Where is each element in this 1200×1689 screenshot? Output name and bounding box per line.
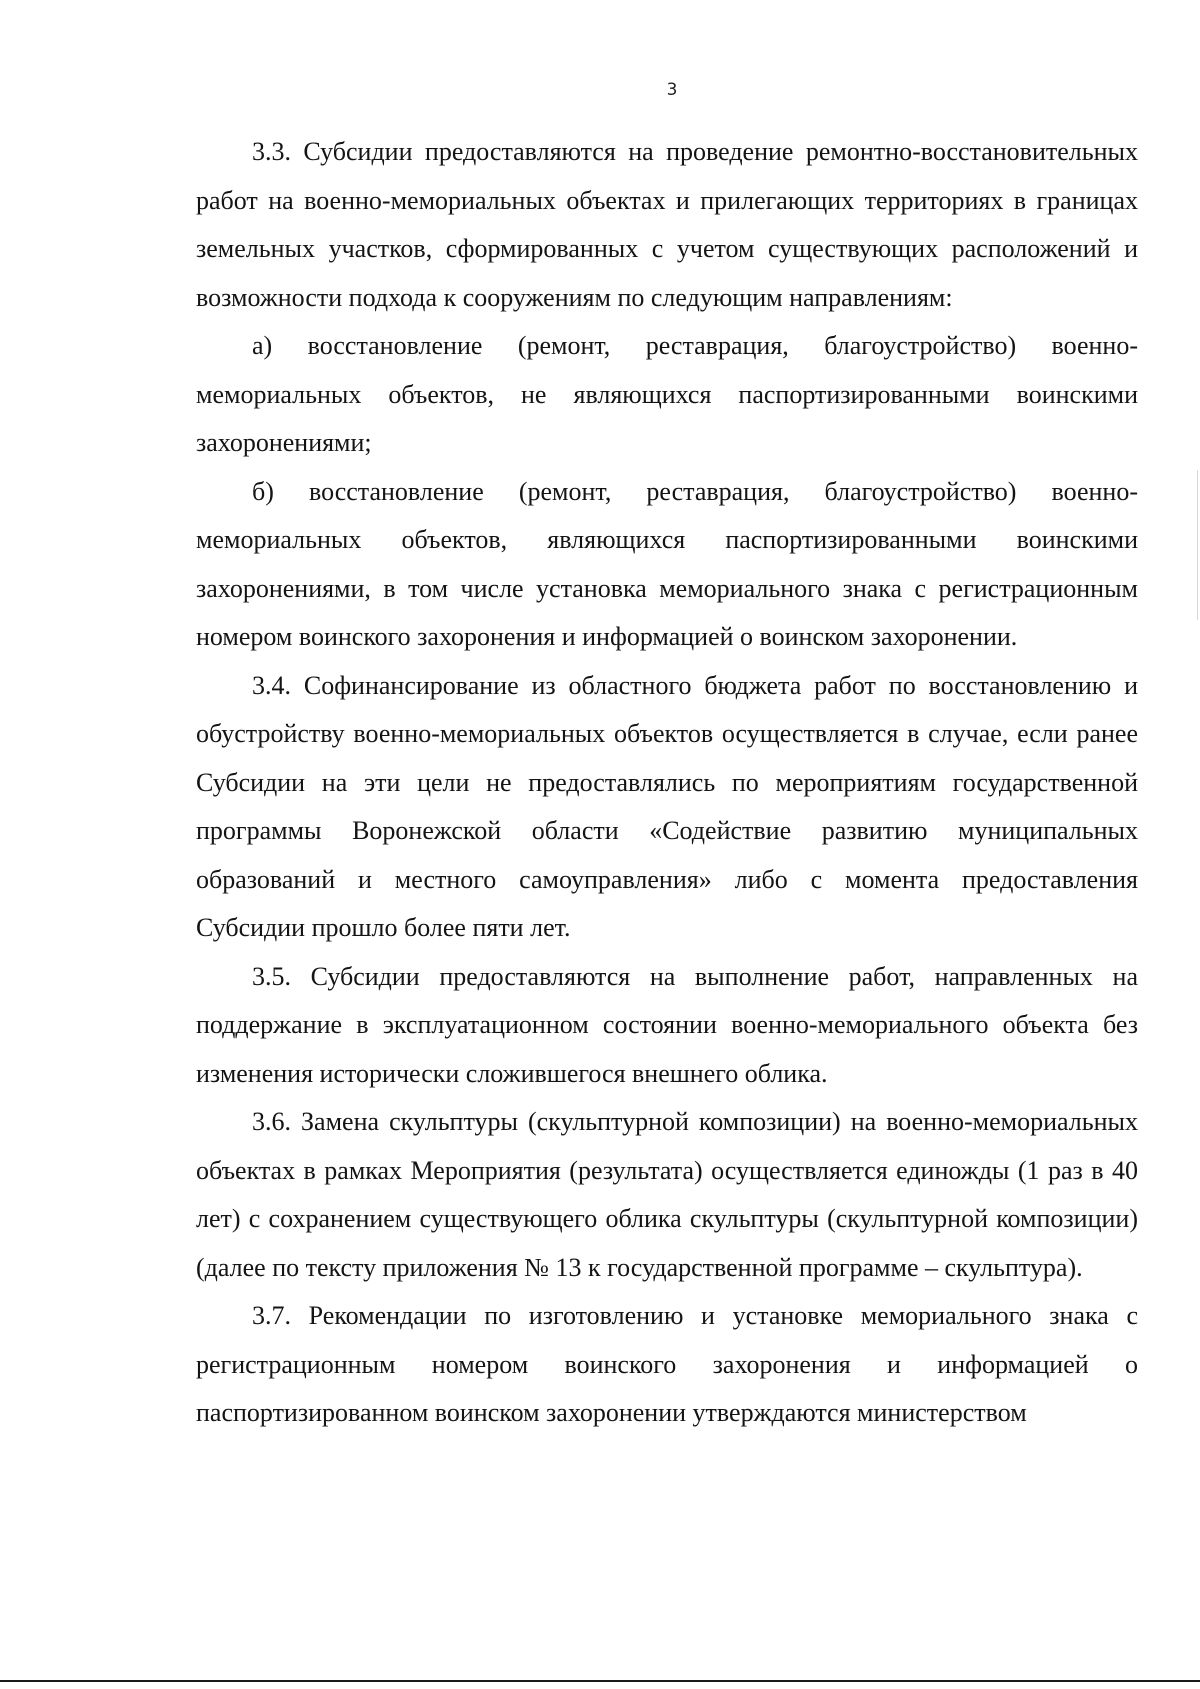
paragraph-3-6: 3.6. Замена скульптуры (скульптурной композиции) на военно-мемориальных объектах в рамках Мероприятия (результата) осуществляется единожды (1 раз в 40 лет) с сохранением существующего облика скульптуры (скульптурной композиции) (далее по тексту приложения № 13 к государственной программе – скульптура). [196,1107,1138,1282]
paragraph-3-3: 3.3. Субсидии предоставляются на проведение ремонтно-восстановительных работ на военно-мемориальных объектах и прилегающих территориях в границах земельных участков, сформированных с учетом существующих расположений и возможности подхода к сооружениям по следующим направлениям: [196,137,1138,312]
paragraph-3-3-b: б) восстановление (ремонт, реставрация, благоустройство) военно-мемориальных объектов, являющихся паспортизированными воинскими захоронениями, в том числе установка мемориального знака с регистрационным номером воинского захоронения и информацией о воинском захоронении. [196,476,1138,651]
paragraph-3-5: 3.5. Субсидии предоставляются на выполнение работ, направленных на поддержание в эксплуатационном состоянии военно-мемориального объекта без изменения исторически сложившегося внешнего облика. [196,961,1138,1088]
paragraph-3-4: 3.4. Софинансирование из областного бюджета работ по восстановлению и обустройству военно-мемориальных объектов осуществляется в случае, если ранее Субсидии на эти цели не предоставлялись по мероприятиям государственной программы Воронежской области «Содействие развитию муниципальных образований и местного самоуправления» либо с момента предоставления Субсидии прошло более пяти лет. [196,670,1138,942]
document-body [196,128,1138,1438]
paragraph-3-7: 3.7. Рекомендации по изготовлению и установке мемориального знака с регистрационным номером воинского захоронения и информацией о паспортизированном воинском захоронении утверждаются министерством [196,1301,1138,1427]
page-number: 3 [666,80,678,100]
bottom-page-edge-line [0,1680,1200,1682]
scan-edge-mark [1197,470,1198,620]
paragraph-3-3-a: а) восстановление (ремонт, реставрация, благоустройство) военно-мемориальных объектов, не являющихся паспортизированными воинскими захоронениями; [196,331,1138,457]
